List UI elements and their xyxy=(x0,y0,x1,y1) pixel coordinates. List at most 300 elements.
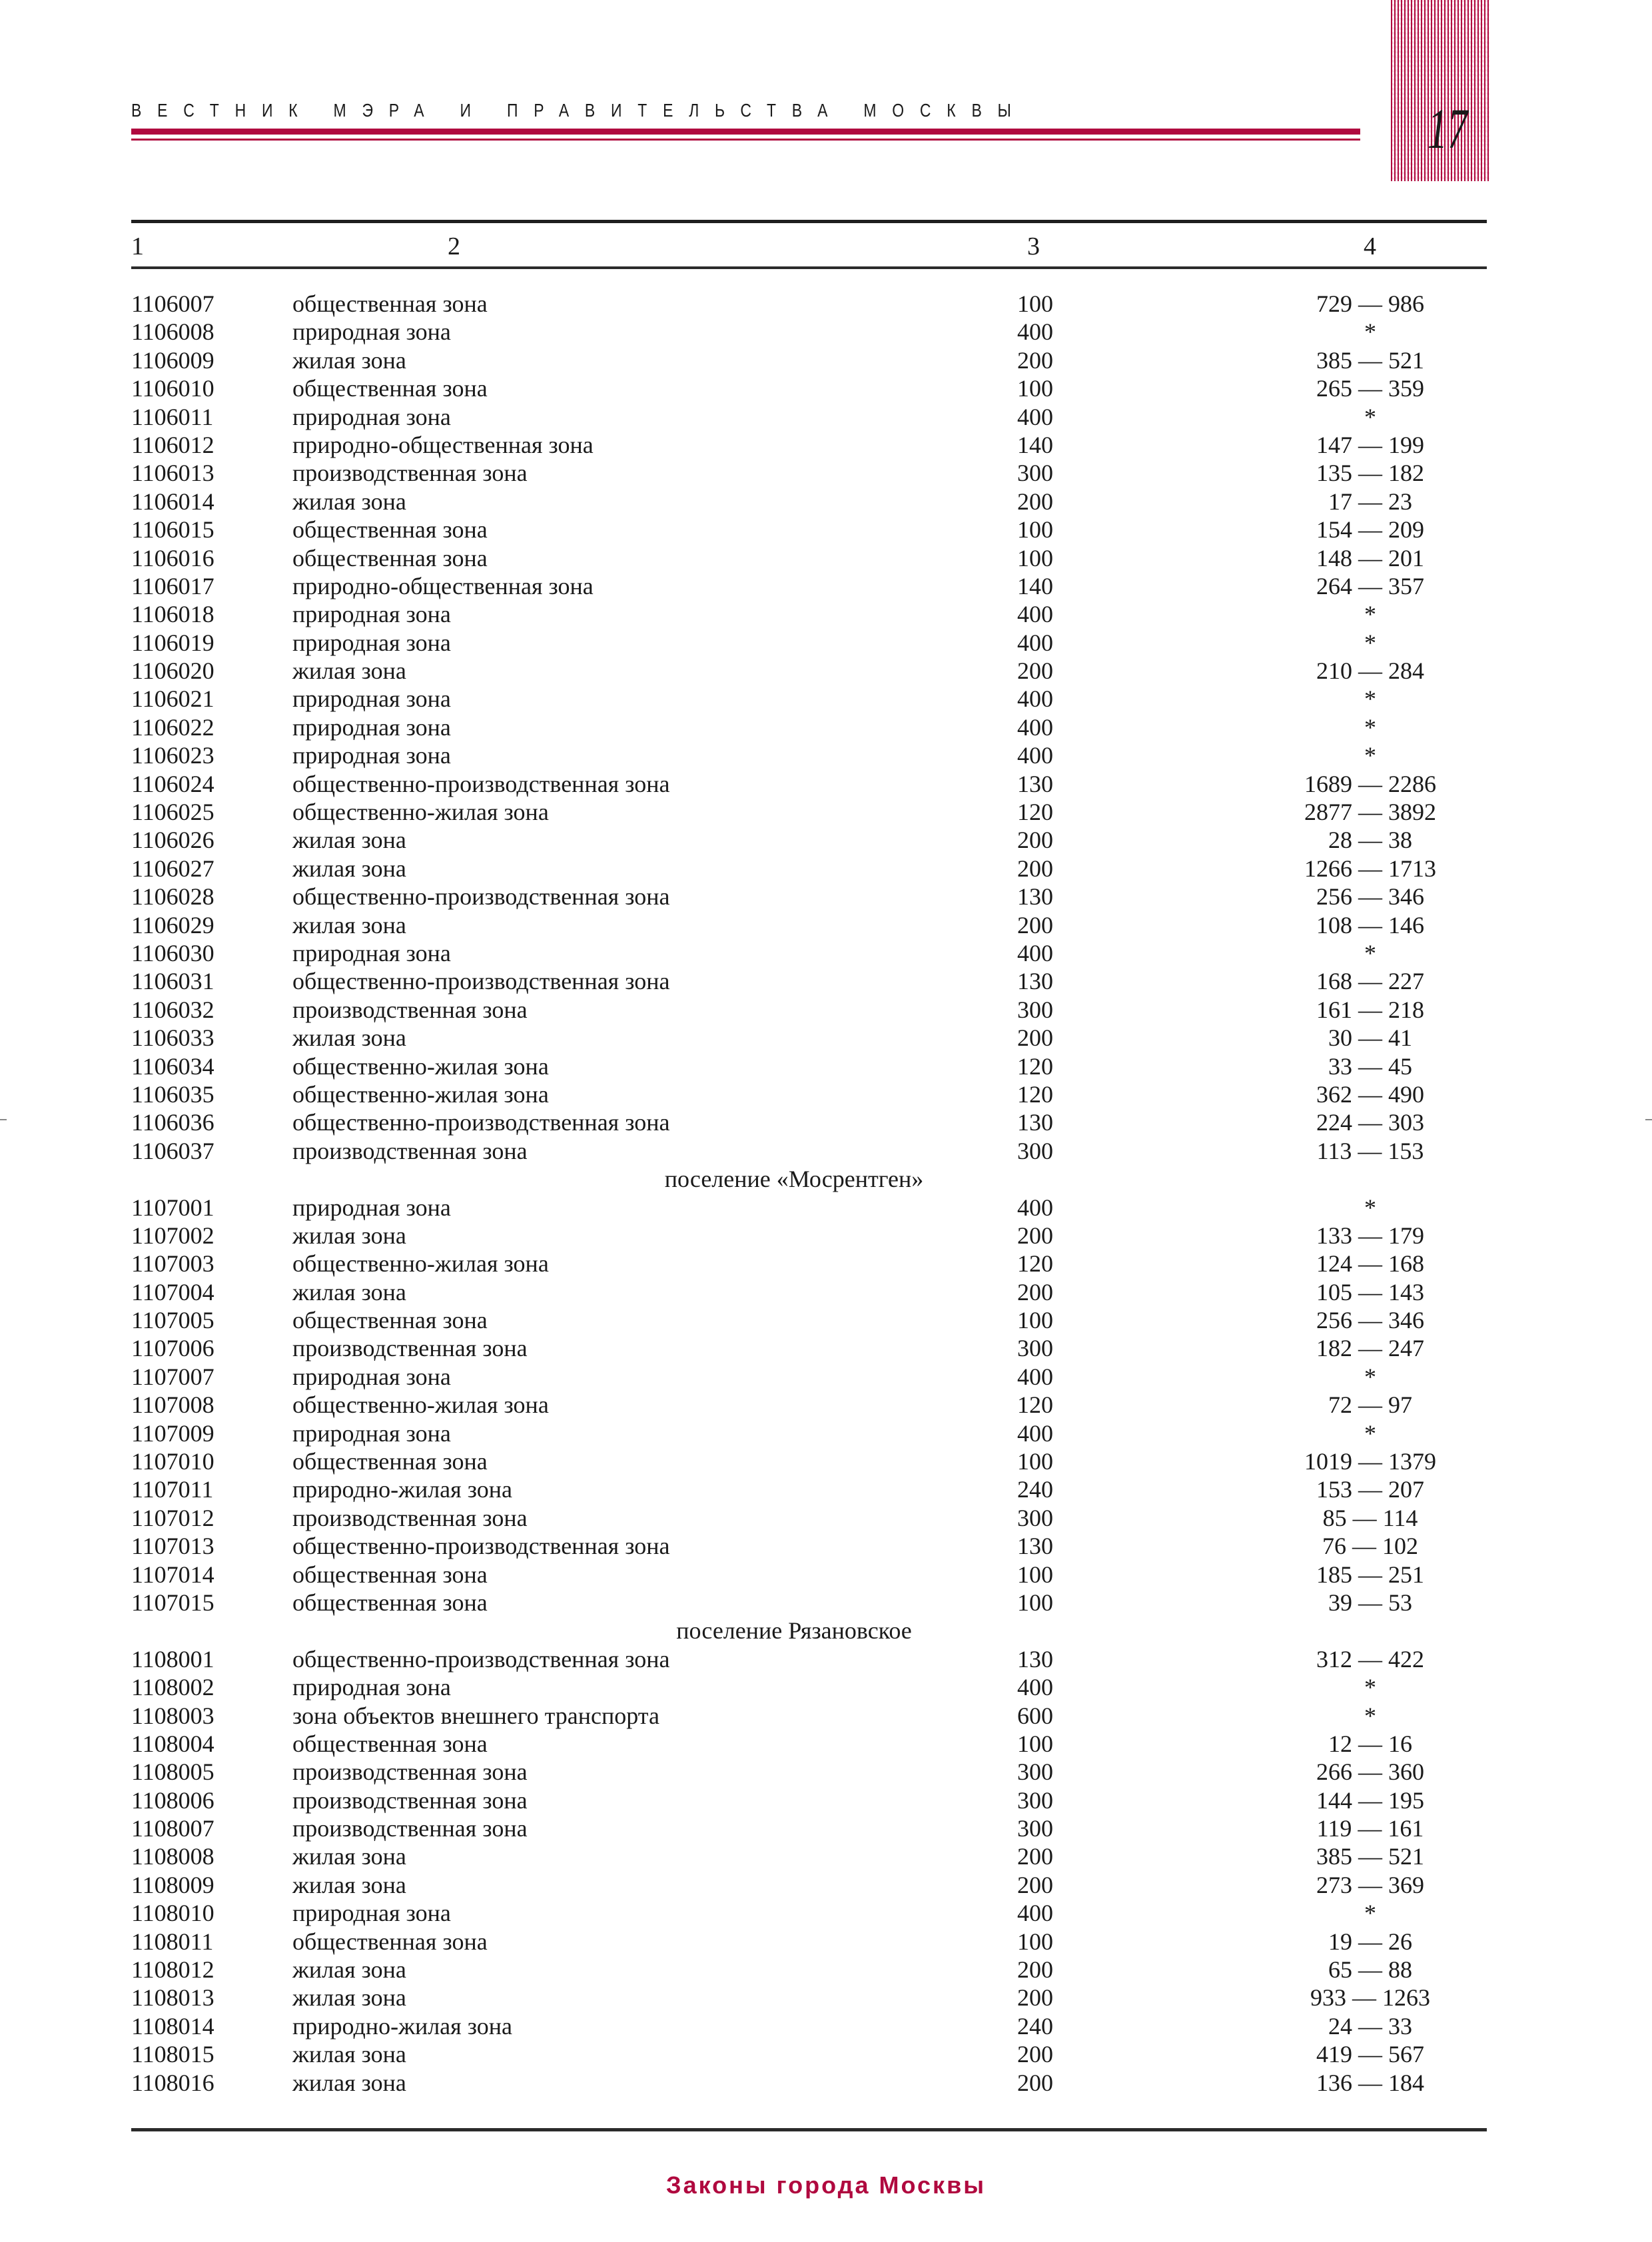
column-header-4: 4 xyxy=(1364,232,1376,260)
table-row xyxy=(131,713,1487,741)
value-range-cell: 210 — 284 xyxy=(1316,657,1424,685)
value-range-cell: 256 — 346 xyxy=(1316,1307,1424,1334)
zone-code-cell: 1108012 xyxy=(131,1956,214,1984)
zone-type-cell: общественная зона xyxy=(292,1589,488,1616)
coefficient-cell: 120 xyxy=(1017,1052,1053,1080)
zone-type-cell: жилая зона xyxy=(292,488,406,515)
zone-type-cell: природно-жилая зона xyxy=(292,2012,512,2040)
zone-code-cell: 1107007 xyxy=(131,1363,214,1390)
zone-type-cell: общественно-производственная зона xyxy=(292,1645,670,1673)
zone-type-cell: общественная зона xyxy=(292,1730,488,1757)
value-range-cell: * xyxy=(1364,713,1376,741)
table-row xyxy=(131,1475,1487,1503)
coefficient-cell: 130 xyxy=(1017,1645,1053,1673)
table-row xyxy=(131,1447,1487,1475)
zone-type-cell: общественно-жилая зона xyxy=(292,1391,549,1419)
value-range-cell: 385 — 521 xyxy=(1316,346,1424,374)
coefficient-cell: 130 xyxy=(1017,1533,1053,1560)
zone-type-cell: общественно-производственная зона xyxy=(292,770,670,797)
coefficient-cell: 120 xyxy=(1017,799,1053,826)
zone-type-cell: производственная зона xyxy=(292,1137,528,1164)
coefficient-cell: 100 xyxy=(1017,1730,1053,1757)
coefficient-cell: 130 xyxy=(1017,1109,1053,1136)
table-row xyxy=(131,685,1487,713)
coefficient-cell: 100 xyxy=(1017,290,1053,317)
table-row xyxy=(131,1984,1487,2012)
table-row xyxy=(131,431,1487,459)
value-range-cell: 72 — 97 xyxy=(1328,1391,1412,1419)
coefficient-cell: 300 xyxy=(1017,460,1053,487)
table-row xyxy=(131,1814,1487,1842)
value-range-cell: 30 — 41 xyxy=(1328,1024,1412,1052)
zone-type-cell: общественная зона xyxy=(292,1928,488,1955)
value-range-cell: * xyxy=(1364,1900,1376,1927)
table-row xyxy=(131,1645,1487,1673)
table-row xyxy=(131,2069,1487,2097)
zone-type-cell: производственная зона xyxy=(292,1758,528,1786)
zone-code-cell: 1107012 xyxy=(131,1504,214,1531)
value-range-cell: 182 — 247 xyxy=(1316,1335,1424,1362)
zone-code-cell: 1106022 xyxy=(131,713,214,741)
zone-code-cell: 1106035 xyxy=(131,1080,214,1108)
zone-code-cell: 1106014 xyxy=(131,488,214,515)
table-row xyxy=(131,1504,1487,1532)
zone-code-cell: 1107008 xyxy=(131,1391,214,1419)
table-row xyxy=(131,1561,1487,1589)
zone-type-cell: жилая зона xyxy=(292,346,406,374)
value-range-cell: 135 — 182 xyxy=(1316,460,1424,487)
zone-code-cell: 1108013 xyxy=(131,1984,214,2012)
zone-code-cell: 1108015 xyxy=(131,2041,214,2068)
zone-type-cell: жилая зона xyxy=(292,1843,406,1870)
zone-code-cell: 1107002 xyxy=(131,1222,214,1249)
table-row xyxy=(131,1137,1487,1165)
zone-code-cell: 1108009 xyxy=(131,1871,214,1898)
value-range-cell: 76 — 102 xyxy=(1322,1533,1418,1560)
zone-type-cell: производственная зона xyxy=(292,1504,528,1531)
table-row xyxy=(131,516,1487,544)
zone-code-cell: 1106012 xyxy=(131,431,214,458)
zone-type-cell: общественно-производственная зона xyxy=(292,1533,670,1560)
zone-type-cell: жилая зона xyxy=(292,2041,406,2068)
coefficient-cell: 130 xyxy=(1017,883,1053,911)
zone-type-cell: общественная зона xyxy=(292,516,488,544)
coefficient-cell: 100 xyxy=(1017,516,1053,544)
value-range-cell: 168 — 227 xyxy=(1316,968,1424,995)
coefficient-cell: 200 xyxy=(1017,911,1053,938)
zone-code-cell: 1106027 xyxy=(131,855,214,882)
coefficient-cell: 400 xyxy=(1017,1674,1053,1701)
journal-title: ВЕСТНИК МЭРА И ПРАВИТЕЛЬСТВА МОСКВЫ xyxy=(131,100,1027,121)
coefficient-cell: 400 xyxy=(1017,629,1053,656)
zone-type-cell: природная зона xyxy=(292,1900,451,1927)
zone-type-cell: природно-общественная зона xyxy=(292,572,594,599)
zone-type-cell: общественная зона xyxy=(292,1448,488,1475)
value-range-cell: 33 — 45 xyxy=(1328,1052,1412,1080)
zone-type-cell: производственная зона xyxy=(292,1335,528,1362)
zone-code-cell: 1107010 xyxy=(131,1448,214,1475)
zone-type-cell: природная зона xyxy=(292,742,451,769)
value-range-cell: 19 — 26 xyxy=(1328,1928,1412,1955)
value-range-cell: 385 — 521 xyxy=(1316,1843,1424,1870)
zone-code-cell: 1108016 xyxy=(131,2069,214,2096)
zone-type-cell: общественная зона xyxy=(292,544,488,571)
table-row xyxy=(131,1391,1487,1419)
table-row xyxy=(131,770,1487,798)
table-header-rule xyxy=(131,266,1487,269)
table-top-rule xyxy=(131,220,1487,223)
coefficient-cell: 300 xyxy=(1017,1786,1053,1814)
value-range-cell: 108 — 146 xyxy=(1316,911,1424,938)
coefficient-cell: 100 xyxy=(1017,1307,1053,1334)
coefficient-cell: 400 xyxy=(1017,1194,1053,1221)
zone-code-cell: 1107001 xyxy=(131,1194,214,1221)
zone-type-cell: жилая зона xyxy=(292,855,406,882)
value-range-cell: * xyxy=(1364,1702,1376,1729)
column-header-1: 1 xyxy=(131,232,144,260)
table-row xyxy=(131,939,1487,967)
value-range-cell: * xyxy=(1364,601,1376,628)
coefficient-cell: 300 xyxy=(1017,1335,1053,1362)
zone-code-cell: 1106011 xyxy=(131,403,214,430)
zone-code-cell: 1106016 xyxy=(131,544,214,571)
zone-type-cell: природная зона xyxy=(292,1419,451,1447)
table-row xyxy=(131,1108,1487,1136)
margin-mark-right xyxy=(1645,1119,1652,1120)
coefficient-cell: 140 xyxy=(1017,572,1053,599)
zone-type-cell: производственная зона xyxy=(292,1786,528,1814)
coefficient-cell: 100 xyxy=(1017,1448,1053,1475)
value-range-cell: * xyxy=(1364,629,1376,656)
value-range-cell: 147 — 199 xyxy=(1316,431,1424,458)
zone-code-cell: 1107005 xyxy=(131,1307,214,1334)
value-range-cell: * xyxy=(1364,1674,1376,1701)
value-range-cell: 312 — 422 xyxy=(1316,1645,1424,1673)
value-range-cell: 119 — 161 xyxy=(1316,1815,1424,1842)
value-range-cell: 65 — 88 xyxy=(1328,1956,1412,1984)
value-range-cell: * xyxy=(1364,318,1376,346)
zone-code-cell: 1108001 xyxy=(131,1645,214,1673)
value-range-cell: 1689 — 2286 xyxy=(1304,770,1436,797)
value-range-cell: 85 — 114 xyxy=(1322,1504,1418,1531)
coefficient-cell: 200 xyxy=(1017,855,1053,882)
zone-type-cell: общественно-производственная зона xyxy=(292,883,670,911)
coefficient-cell: 200 xyxy=(1017,2069,1053,2096)
table-row xyxy=(131,996,1487,1024)
value-range-cell: * xyxy=(1364,742,1376,769)
table-row xyxy=(131,346,1487,374)
zone-code-cell: 1106026 xyxy=(131,827,214,854)
table-row xyxy=(131,572,1487,600)
table-row xyxy=(131,2012,1487,2040)
zone-code-cell: 1106023 xyxy=(131,742,214,769)
value-range-cell: 148 — 201 xyxy=(1316,544,1424,571)
zone-type-cell: природная зона xyxy=(292,318,451,346)
table-row xyxy=(131,967,1487,995)
table-row xyxy=(131,544,1487,572)
table-row xyxy=(131,2040,1487,2068)
zone-type-cell: природная зона xyxy=(292,1363,451,1390)
zone-code-cell: 1108005 xyxy=(131,1758,214,1786)
table-row xyxy=(131,629,1487,657)
value-range-cell: 124 — 168 xyxy=(1316,1250,1424,1278)
column-header-3: 3 xyxy=(1027,232,1040,260)
value-range-cell: 12 — 16 xyxy=(1328,1730,1412,1757)
zone-type-cell: общественно-производственная зона xyxy=(292,1109,670,1136)
table-row xyxy=(131,1673,1487,1701)
zone-code-cell: 1108014 xyxy=(131,2012,214,2040)
table-bottom-rule xyxy=(131,2128,1487,2131)
coefficient-cell: 100 xyxy=(1017,375,1053,402)
zone-type-cell: жилая зона xyxy=(292,1956,406,1984)
coefficient-cell: 200 xyxy=(1017,1984,1053,2012)
zone-code-cell: 1106025 xyxy=(131,799,214,826)
margin-mark-left xyxy=(0,1119,7,1120)
coefficient-cell: 200 xyxy=(1017,1956,1053,1984)
zone-type-cell: природная зона xyxy=(292,939,451,966)
zone-type-cell: природная зона xyxy=(292,713,451,741)
table-row xyxy=(131,855,1487,883)
table-row xyxy=(131,1080,1487,1108)
coefficient-cell: 130 xyxy=(1017,968,1053,995)
table-row xyxy=(131,1730,1487,1758)
zone-code-cell: 1106013 xyxy=(131,460,214,487)
coefficient-cell: 200 xyxy=(1017,1222,1053,1249)
zone-code-cell: 1106007 xyxy=(131,290,214,317)
table-row xyxy=(131,1702,1487,1730)
coefficient-cell: 100 xyxy=(1017,1561,1053,1588)
zone-code-cell: 1106030 xyxy=(131,939,214,966)
value-range-cell: 28 — 38 xyxy=(1328,827,1412,854)
zone-type-cell: жилая зона xyxy=(292,827,406,854)
zone-type-cell: природная зона xyxy=(292,629,451,656)
zone-code-cell: 1108011 xyxy=(131,1928,214,1955)
table-row xyxy=(131,657,1487,685)
value-range-cell: 133 — 179 xyxy=(1316,1222,1424,1249)
coefficient-cell: 200 xyxy=(1017,827,1053,854)
zone-code-cell: 1108010 xyxy=(131,1900,214,1927)
value-range-cell: 264 — 357 xyxy=(1316,572,1424,599)
zone-code-cell: 1106024 xyxy=(131,770,214,797)
section-heading: поселение Рязановское xyxy=(676,1617,912,1645)
coefficient-cell: 400 xyxy=(1017,1363,1053,1390)
table-row xyxy=(131,798,1487,826)
value-range-cell: 113 — 153 xyxy=(1316,1137,1424,1164)
value-range-cell: 729 — 986 xyxy=(1316,290,1424,317)
coefficient-cell: 200 xyxy=(1017,346,1053,374)
zone-type-cell: общественная зона xyxy=(292,1307,488,1334)
table-row xyxy=(131,826,1487,854)
coefficient-cell: 300 xyxy=(1017,996,1053,1023)
table-row xyxy=(131,1758,1487,1786)
table-row xyxy=(131,318,1487,346)
value-range-cell: 224 — 303 xyxy=(1316,1109,1424,1136)
coefficient-cell: 400 xyxy=(1017,1900,1053,1927)
zone-type-cell: производственная зона xyxy=(292,996,528,1023)
value-range-cell: 362 — 490 xyxy=(1316,1080,1424,1108)
value-range-cell: 144 — 195 xyxy=(1316,1786,1424,1814)
zone-code-cell: 1107011 xyxy=(131,1476,214,1503)
table-row xyxy=(131,1334,1487,1362)
value-range-cell: 419 — 567 xyxy=(1316,2041,1424,2068)
coefficient-cell: 240 xyxy=(1017,1476,1053,1503)
zone-code-cell: 1108004 xyxy=(131,1730,214,1757)
table-row xyxy=(131,1419,1487,1447)
value-range-cell: * xyxy=(1364,939,1376,966)
zone-code-cell: 1106020 xyxy=(131,657,214,685)
zone-code-cell: 1106008 xyxy=(131,318,214,346)
zone-type-cell: жилая зона xyxy=(292,1871,406,1898)
table-row xyxy=(131,459,1487,487)
zone-type-cell: природная зона xyxy=(292,1194,451,1221)
coefficient-cell: 200 xyxy=(1017,1024,1053,1052)
coefficient-cell: 120 xyxy=(1017,1391,1053,1419)
coefficient-cell: 100 xyxy=(1017,1589,1053,1616)
coefficient-cell: 130 xyxy=(1017,770,1053,797)
coefficient-cell: 140 xyxy=(1017,431,1053,458)
zone-type-cell: производственная зона xyxy=(292,460,528,487)
value-range-cell: 39 — 53 xyxy=(1328,1589,1412,1616)
coefficient-cell: 400 xyxy=(1017,318,1053,346)
value-range-cell: 153 — 207 xyxy=(1316,1476,1424,1503)
table-row xyxy=(131,1956,1487,1984)
table-row xyxy=(131,290,1487,318)
table-row xyxy=(131,1250,1487,1278)
zone-type-cell: жилая зона xyxy=(292,911,406,938)
value-range-cell: 933 — 1263 xyxy=(1310,1984,1430,2012)
value-range-cell: 1266 — 1713 xyxy=(1304,855,1436,882)
value-range-cell: * xyxy=(1364,1363,1376,1390)
value-range-cell: 136 — 184 xyxy=(1316,2069,1424,2096)
value-range-cell: 24 — 33 xyxy=(1328,2012,1412,2040)
value-range-cell: 185 — 251 xyxy=(1316,1561,1424,1588)
zone-code-cell: 1106031 xyxy=(131,968,214,995)
zone-type-cell: общественно-жилая зона xyxy=(292,799,549,826)
coefficient-cell: 400 xyxy=(1017,601,1053,628)
zone-code-cell: 1106010 xyxy=(131,375,214,402)
zone-type-cell: жилая зона xyxy=(292,1278,406,1306)
zone-type-cell: общественная зона xyxy=(292,1561,488,1588)
zone-code-cell: 1107009 xyxy=(131,1419,214,1447)
zone-type-cell: общественно-жилая зона xyxy=(292,1250,549,1278)
coefficient-cell: 400 xyxy=(1017,939,1053,966)
zone-type-cell: зона объектов внешнего транспорта xyxy=(292,1702,659,1729)
table-row xyxy=(131,1222,1487,1250)
zone-code-cell: 1107013 xyxy=(131,1533,214,1560)
value-range-cell: 256 — 346 xyxy=(1316,883,1424,911)
zone-table-body xyxy=(131,290,1487,2097)
zone-code-cell: 1106019 xyxy=(131,629,214,656)
coefficient-cell: 600 xyxy=(1017,1702,1053,1729)
coefficient-cell: 300 xyxy=(1017,1815,1053,1842)
coefficient-cell: 200 xyxy=(1017,1278,1053,1306)
zone-type-cell: природная зона xyxy=(292,601,451,628)
coefficient-cell: 300 xyxy=(1017,1758,1053,1786)
table-row xyxy=(131,1306,1487,1334)
zone-type-cell: природная зона xyxy=(292,1674,451,1701)
table-row xyxy=(131,374,1487,402)
zone-code-cell: 1108002 xyxy=(131,1674,214,1701)
value-range-cell: 17 — 23 xyxy=(1328,488,1412,515)
zone-type-cell: жилая зона xyxy=(292,1222,406,1249)
value-range-cell: 2877 — 3892 xyxy=(1304,799,1436,826)
table-row xyxy=(131,911,1487,939)
zone-type-cell: природная зона xyxy=(292,685,451,713)
zone-type-cell: производственная зона xyxy=(292,1815,528,1842)
header-rule-thick xyxy=(131,129,1360,135)
zone-code-cell: 1106036 xyxy=(131,1109,214,1136)
value-range-cell: 1019 — 1379 xyxy=(1304,1448,1436,1475)
zone-code-cell: 1106018 xyxy=(131,601,214,628)
coefficient-cell: 400 xyxy=(1017,403,1053,430)
zone-code-cell: 1108003 xyxy=(131,1702,214,1729)
table-row xyxy=(131,1928,1487,1956)
zone-code-cell: 1108007 xyxy=(131,1815,214,1842)
coefficient-cell: 300 xyxy=(1017,1137,1053,1164)
zone-code-cell: 1106029 xyxy=(131,911,214,938)
zone-code-cell: 1106021 xyxy=(131,685,214,713)
coefficient-cell: 400 xyxy=(1017,713,1053,741)
page-number: 17 xyxy=(1427,97,1468,161)
zone-type-cell: природно-общественная зона xyxy=(292,431,594,458)
table-row xyxy=(131,1589,1487,1617)
coefficient-cell: 400 xyxy=(1017,1419,1053,1447)
zone-code-cell: 1107004 xyxy=(131,1278,214,1306)
zone-code-cell: 1106033 xyxy=(131,1024,214,1052)
zone-type-cell: природная зона xyxy=(292,403,451,430)
coefficient-cell: 400 xyxy=(1017,685,1053,713)
table-row xyxy=(131,1363,1487,1391)
value-range-cell: 273 — 369 xyxy=(1316,1871,1424,1898)
coefficient-cell: 120 xyxy=(1017,1250,1053,1278)
table-row xyxy=(131,600,1487,628)
coefficient-cell: 200 xyxy=(1017,657,1053,685)
coefficient-cell: 200 xyxy=(1017,1843,1053,1870)
zone-code-cell: 1106015 xyxy=(131,516,214,544)
value-range-cell: 161 — 218 xyxy=(1316,996,1424,1023)
table-row xyxy=(131,1532,1487,1560)
value-range-cell: * xyxy=(1364,1194,1376,1221)
coefficient-cell: 200 xyxy=(1017,1871,1053,1898)
table-row xyxy=(131,1871,1487,1899)
table-row xyxy=(131,741,1487,769)
zone-type-cell: природно-жилая зона xyxy=(292,1476,512,1503)
section-heading: поселение «Мосрентген» xyxy=(664,1166,924,1193)
zone-type-cell: жилая зона xyxy=(292,657,406,685)
coefficient-cell: 400 xyxy=(1017,742,1053,769)
coefficient-cell: 300 xyxy=(1017,1504,1053,1531)
zone-code-cell: 1106034 xyxy=(131,1052,214,1080)
coefficient-cell: 100 xyxy=(1017,544,1053,571)
zone-code-cell: 1106032 xyxy=(131,996,214,1023)
value-range-cell: 154 — 209 xyxy=(1316,516,1424,544)
zone-code-cell: 1106009 xyxy=(131,346,214,374)
zone-code-cell: 1108008 xyxy=(131,1843,214,1870)
zone-code-cell: 1106028 xyxy=(131,883,214,911)
value-range-cell: 265 — 359 xyxy=(1316,375,1424,402)
zone-code-cell: 1106017 xyxy=(131,572,214,599)
column-header-2: 2 xyxy=(448,232,460,260)
value-range-cell: 266 — 360 xyxy=(1316,1758,1424,1786)
footer-section-title: Законы города Москвы xyxy=(666,2171,986,2199)
zone-type-cell: общественно-производственная зона xyxy=(292,968,670,995)
coefficient-cell: 240 xyxy=(1017,2012,1053,2040)
value-range-cell: * xyxy=(1364,403,1376,430)
zone-code-cell: 1107006 xyxy=(131,1335,214,1362)
coefficient-cell: 200 xyxy=(1017,488,1053,515)
value-range-cell: 105 — 143 xyxy=(1316,1278,1424,1306)
zone-type-cell: общественная зона xyxy=(292,290,488,317)
